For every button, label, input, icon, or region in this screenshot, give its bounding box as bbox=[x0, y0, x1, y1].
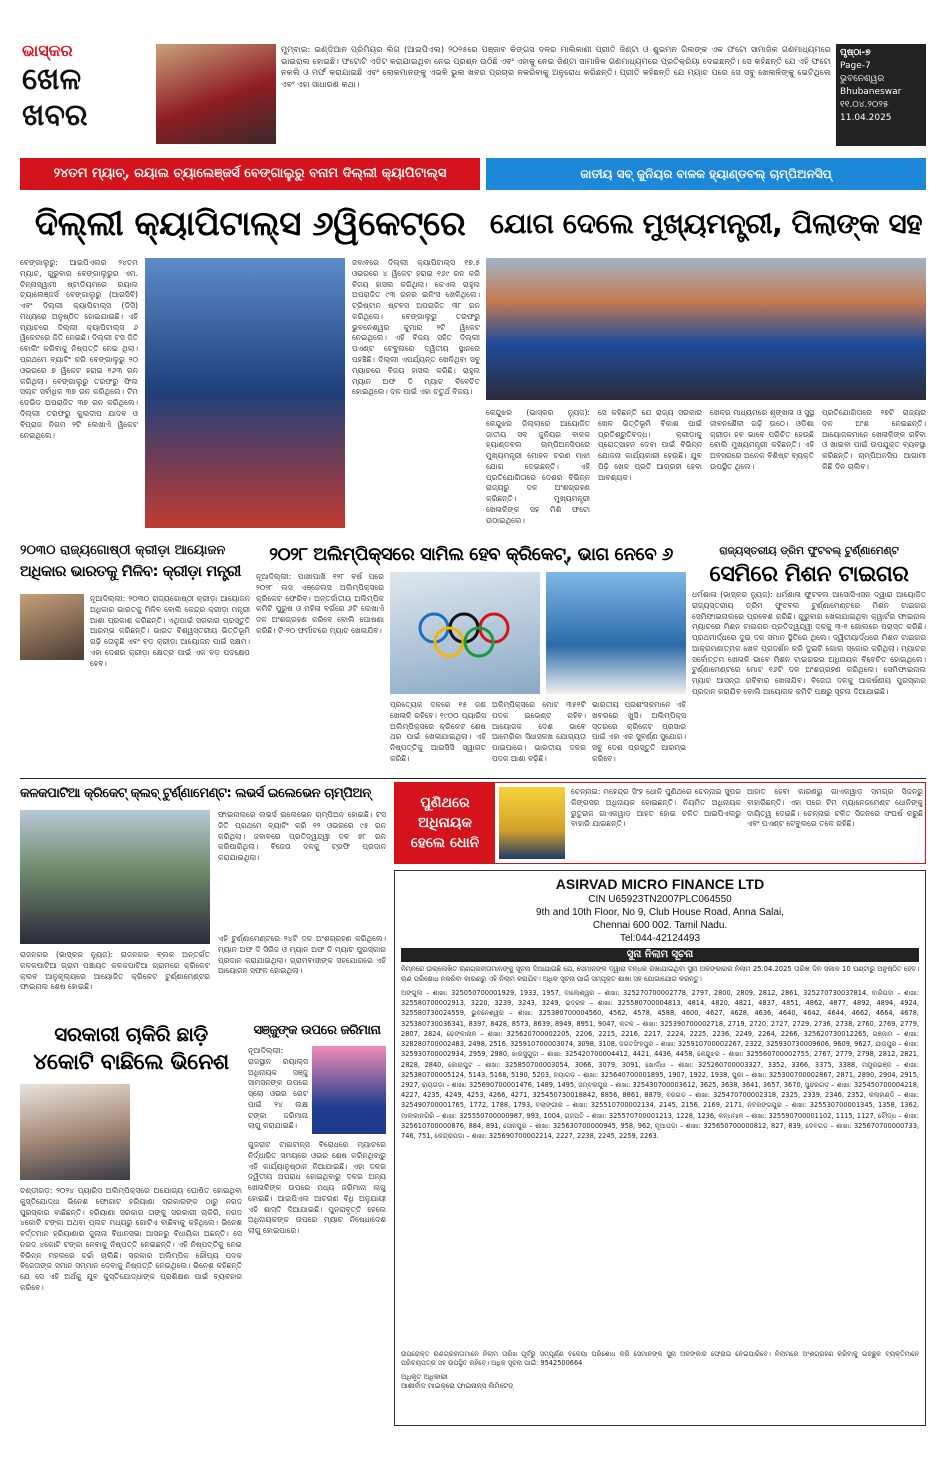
dhoni-story bbox=[394, 782, 926, 864]
dhoni-text-col1: ଚେନ୍ନାଇ: ମହେନ୍ଦ୍ର ସିଂହ ଧୋନି ପୁଣିଥରେ ଚେନ୍ନାଇ ସୁପର କିଙ୍ଗସର ଅଧିନାୟକ ହୋଇଛନ୍ତି। ନିୟମିତ ଅଧିନାୟକ ରୁତୁରାଜ ଗାଏକୱାଡ଼ ଆହତ ହୋଇ ଚଳିତ ଆଇପିଏଲରୁ ବାହାରି ଯାଇଛନ୍ତି। bbox=[571, 787, 741, 829]
masthead bbox=[0, 0, 945, 152]
dc-kicker bbox=[20, 158, 480, 190]
notice-tel: Tel:044-42124493 bbox=[619, 933, 701, 944]
football-text: ଧର୍ମଶାଳା (ଭାସ୍କର ନ୍ୟୁଜ): ଧର୍ମଶାଳା ଫୁଟବଲ ଆସୋସିଏସନ ଦ୍ୱାରା ଆୟୋଜିତ ରାଜ୍ୟସ୍ତରୀୟ ଡ୍ରିମ ଫୁଟବଲ ଟୁର୍ଣ୍ଣାମେଣ୍ଟରେ ମିଶନ ଟାଇଗର ସେମିଫାଇନାଲରେ ପ୍ରବେଶ କରିଛି। ଗୁରୁବାର ଖେଳାଯାଇଥିବା କ୍ୱାର୍ଟର ଫାଇନାଲ ମ୍ୟାଚରେ ମିଶନ ଟାଇଗର ପ୍ରତିଦ୍ୱନ୍ଦ୍ୱୀ ଦଳକୁ ୩-୧ ଗୋଲରେ ପରାସ୍ତ କରିଛି। ପ୍ରଥମାର୍ଦ୍ଧରେ ଦୁଇ ଦଳ ସମାନ ସ୍ଥିତିରେ ଥିଲେ। ଦ୍ୱିତୀୟାର୍ଦ୍ଧରେ ମିଶନ ଟାଇଗର ଆକ୍ରମଣାତ୍ମକ ଖେଳ ପ୍ରଦର୍ଶନ କରି ଦୁଇଟି ଗୋଲ ସ୍କୋର କରିଥିଲା। ମ୍ୟାଚର ସର୍ବୋତ୍ତମ ଖେଳାଳି ଭାବେ ମିଶନ ଟାଇଗରର ଅଧିନାୟକ ବିବେଚିତ ହୋଇଥିଲେ। ଟୁର୍ଣ୍ଣାମେଣ୍ଟରେ ମୋଟ ୧୬ଟି ଦଳ ଅଂଶଗ୍ରହଣ କରିଥିଲେ। ସେମିଫାଇନାଲ ମ୍ୟାଚ ଆସନ୍ତା ରବିବାର ଖେଳାଯିବ। ବିଜେତା ଦଳକୁ ଆକର୍ଷଣୀୟ ପୁରସ୍କାର ପ୍ରଦାନ କରାଯିବ ବୋଲି ଆୟୋଜକ କମିଟି ପକ୍ଷରୁ ସୂଚନା ଦିଆଯାଇଛି। bbox=[692, 590, 926, 697]
olympics-text-col1: ନୂଆଦିଲ୍ଲୀ: ପାଖାପାଖି ୧୨୮ ବର୍ଷ ପରେ ୨୦୨୮ ଲସ ଏଞ୍ଜେଲସ ଅଲିମ୍ପିକ୍ସରେ କ୍ରିକେଟ ଫେରିବ। ଅନ୍ତର୍ଜାତୀୟ ଅଲିମ୍ପିକ କମିଟି ପୁରୁଷ ଓ ମହିଳା ବର୍ଗରେ ୬ଟି ଲେଖାଏଁ ଦଳ ଅଂଶଗ୍ରହଣ କରିବେ ବୋଲି ଘୋଷଣା କରିଛି। ଟି-୨୦ ଫର୍ମାଟରେ ମ୍ୟାଚ ଖେଳାଯିବ। bbox=[256, 572, 384, 635]
brand-logo bbox=[22, 40, 148, 140]
club-team-photo bbox=[20, 810, 210, 944]
cm-text-col3: ଖେଳର ମାଧ୍ୟମରେ ଶୃଙ୍ଖଳା ଓ ସୁସ୍ଥ ଜୀବନଶୈଳୀ ଗଢ଼ି ଉଠେ। ଓଡ଼ିଶା କ୍ରୀଡ଼ା ହବ ଭାବେ ପରିଚିତ ହେଉଛି ବୋଲି ମୁଖ୍ୟମନ୍ତ୍ରୀ କହିଛନ୍ତି। ଏହି ଅବସରରେ ଅନେକ ବିଶିଷ୍ଟ ବ୍ୟକ୍ତି ଉପସ୍ଥିତ ଥିଲେ। bbox=[710, 408, 814, 471]
notice-title: ସୁନା ନିଲାମ ସୂଚନା bbox=[401, 948, 919, 962]
notice-cin: CIN U65923TN2007PLC064550 bbox=[588, 894, 732, 905]
vinesh-headline-1: ସରକାରୀ ଚାକିରି ଛାଡ଼ି bbox=[54, 1022, 208, 1046]
dc-text-col1: ବେଙ୍ଗାଲୁରୁ: ଆଇପିଏଲର ୨୪ତମ ମ୍ୟାଚ, ଗୁରୁବାର ବେଙ୍ଗାଲୁରୁର ଏମ. ଚିନ୍ନାସ୍ୱାମୀ ଷ୍ଟାଡିୟମରେ ରୟାଲ ଚ୍ୟାଲେଞ୍ଜର୍ସ ବେଙ୍ଗାଲୁରୁ (ଆରସିବି) ଏବଂ ଦିଲ୍ଲୀ କ୍ୟାପିଟାଲ୍ସ (ଡିସି) ମଧ୍ୟରେ ଅନୁଷ୍ଠିତ ହୋଇଯାଇଛି। ଏହି ମ୍ୟାଚରେ ଦିଲ୍ଲୀ କ୍ୟାପିଟାଲ୍ସ ୬ ୱିକେଟରେ ଜିତି ନେଇଛି। ଦିଲ୍ଲୀ ଟସ ଜିତି ବୋଲିଂ କରିବାକୁ ନିଷ୍ପତ୍ତି ନେଇ ଥିଲା। ପ୍ରଥମେ ବ୍ୟାଟିଂ କରି ବେଙ୍ଗାଲୁରୁ ୨୦ ଓଭରରେ ୭ ୱିକେଟ ହରାଇ ୧୬୩ ରନ କରିଥିଲା। ବେଙ୍ଗାଲୁରୁ ତରଫରୁ ଫିଲ ସଲ୍ଟ ସର୍ବାଧିକ ୩୭ ରନ କରିଥିଲେ। ଟିମ ଡେଭିଡ ଅପରାଜିତ ୩୭ ରନ କରିଥିଲେ। ଦିଲ୍ଲୀ ତରଫରୁ କୁଲଦୀପ ଯାଦବ ଓ ବିପ୍ରାଜ ନିଗମ ୨ଟି ଲେଖାଏଁ ୱିକେଟ ନେଇଥିଲେ। bbox=[20, 258, 138, 440]
date-or: ୧୧.୦୪.୨୦୨୫ bbox=[840, 100, 889, 110]
date-en: 11.04.2025 bbox=[840, 113, 892, 123]
club-headline: କଳକପାଟିଆ କ୍ରିକେଟ୍‌ କ୍ଲବ୍‌ ଟୁର୍ଣ୍ଣାମେଣ୍ଟ: ଲଭର୍ସ ଇଲେଭେନ ଚାମ୍ପିଅନ୍‌ bbox=[20, 786, 371, 801]
vinesh-headline-2: ୪କୋଟି ବାଛିଲେ ଭିନେଶ bbox=[33, 1050, 229, 1075]
dhoni-photo bbox=[499, 787, 565, 859]
vinesh-text: ଚଣ୍ଡୀଗଡ଼: ୨୦୨୪ ପ୍ୟାରିସ ଅଲିମ୍ପିକ୍ସରେ ଅଯୋଗ୍ୟ ଘୋଷିତ ହୋଇଥିବା କୁସ୍ତିଯୋଦ୍ଧା ଭିନେଶ ଫୋଗାଟ ହରିୟାଣା ସରକାରଙ୍କ ଠାରୁ ନଗଦ ପୁରସ୍କାର ବାଛିଛନ୍ତି। ହରିୟାଣା ସରକାର ତାଙ୍କୁ ସରକାରୀ ଚାକିରି, ନଗଦ ୪କୋଟି ଟଙ୍କା ଅଥବା ପ୍ଲଟ ମଧ୍ୟରୁ ଗୋଟିଏ ବାଛିବାକୁ କହିଥିଲେ। ଭିନେଶ ବର୍ତ୍ତମାନ ହରିୟାଣାର ଜୁଲାନା ବିଧାନସଭା ଆସନରୁ ବିଧାୟିକା ଅଛନ୍ତି। ସେ ନଗଦ ୪କୋଟି ଟଙ୍କା ନେବାକୁ ନିଷ୍ପତ୍ତି ନେଇଛନ୍ତି। ଏହି ନିଷ୍ପତ୍ତିକୁ ନେଇ ବିଭିନ୍ନ ମହଲରେ ଚର୍ଚ୍ଚା ଚାଲିଛି। ସରକାର ଅଲିମ୍ପିକ ରୌପ୍ୟ ପଦକ ବିଜେତାଙ୍କ ସମାନ ସମ୍ମାନ ଦେବାକୁ ନିଷ୍ପତ୍ତି ନେଇଥିଲେ। ଭିନେଶ କହିଛନ୍ତି ଯେ ସେ ଏହି ଅର୍ଥକୁ ଯୁବ କୁସ୍ତିଯୋଦ୍ଧାଙ୍କ ପ୍ରଶିକ୍ଷଣ ପାଇଁ ବ୍ୟବହାର କରିବେ। bbox=[20, 1186, 242, 1293]
auction-notice bbox=[394, 870, 926, 1426]
notice-signoff-2: ଆଶୀର୍ବାଦ ମାଇକ୍ରୋ ଫାଇନାନ୍ସ ଲିମିଟେଡ୍‌ bbox=[401, 1382, 514, 1391]
olympic-flag-photo bbox=[390, 572, 540, 694]
cm-text-col2: ସେ କହିଛନ୍ତି ଯେ ରାଜ୍ୟ ସରକାର ଖେଳ ଭିତ୍ତିଭୂମି ବିକାଶ ପାଇଁ ପ୍ରତିଶ୍ରୁତିବଦ୍ଧ। କ୍ରୀଡ଼ାକୁ ପ୍ରୋତ୍ସାହନ ଦେବା ପାଇଁ ବିଭିନ୍ନ ଯୋଜନା କାର୍ଯ୍ୟକାରୀ ହେଉଛି। ଯୁବ ପିଢ଼ି ଖେଳ ପ୍ରତି ଆଗ୍ରହୀ ହେବା ଆବଶ୍ୟକ। bbox=[598, 408, 702, 482]
football-kicker: ରାଜ୍ୟସ୍ତରୀୟ ଡ୍ରିମ ଫୁଟବଲ୍‌ ଟୁର୍ଣ୍ଣାମେଣ୍ଟ bbox=[719, 545, 899, 557]
samson-photo bbox=[312, 1046, 386, 1134]
samson-headline: ସଞ୍ଜୁଙ୍କ ଉପରେ ଜରିମାନା bbox=[253, 1023, 381, 1038]
sports-minister-photo bbox=[20, 594, 84, 660]
vinesh-story bbox=[20, 1020, 242, 1436]
cm-story bbox=[486, 158, 926, 538]
cm-headline: ଯୋଗ ଦେଲେ ମୁଖ୍ୟମନ୍ତ୍ରୀ, ପିଲାଙ୍କ ସହ bbox=[489, 207, 923, 240]
club-text-col1: ରାଜନଗର (ଭାସ୍କର ନ୍ୟୁଜ): ରାଜନଗର ବ୍ଲକ ଅନ୍ତର୍ଗତ କଳକପାଟିଆ ଗ୍ରାମ ପଞ୍ଚାୟତ କଳକପାଟିଆ ଗ୍ରାମରେ କ୍ରିକେଟ କ୍ଲବ ଆନୁକୂଲ୍ୟରେ ଆୟୋଜିତ କ୍ରିକେଟ ଟୁର୍ଣ୍ଣାମେଣ୍ଟର ଫାଇନାଲ ଶେଷ ହୋଇଛି। bbox=[20, 950, 210, 992]
olympics-text-col4: ଭାରତୀୟ ପ୍ରଶଂସକମାନେ ଏହି ଖବରରେ ଖୁସି। ଅଲିମ୍ପିକ୍ସ ସ୍ତରରେ କ୍ରିକେଟ ପ୍ରସାର ପାଇଁ ଏହା ଏକ ସୁବର୍ଣ୍ଣ ସୁଯୋଗ। ସବୁ ଦେଶ ପ୍ରସ୍ତୁତି ଆରମ୍ଭ କରିବେ। bbox=[592, 700, 686, 763]
olympics-story bbox=[256, 542, 686, 774]
cm-text-col4: ପ୍ରତିଯୋଗିତାରେ ୨୭ଟି ରାଜ୍ୟର ଦଳ ଅଂଶ ନେଇଛନ୍ତି। ଆୟୋଜକମାନେ ଖେଳାଳିଙ୍କ ରହିବା ଓ ଖାଇବା ପାଇଁ ଉପଯୁକ୍ତ ବ୍ୟବସ୍ଥା କରିଛନ୍ତି। ଚାମ୍ପିଅନସିପ ଆଗାମୀ କିଛି ଦିନ ଚାଲିବ। bbox=[822, 408, 926, 471]
city-en: Bhubaneswar bbox=[840, 87, 902, 97]
vinesh-photo bbox=[20, 1084, 130, 1180]
city-or: ଭୁବନେଶ୍ୱର bbox=[840, 74, 885, 84]
cm-kicker bbox=[486, 158, 926, 190]
samson-text-col2: ଗୁଜରାଟ ଟାଇଟାନ୍ସ ବିରୋଧରେ ମ୍ୟାଚରେ ନିର୍ଦ୍ଧାରିତ ସମୟରେ ଓଭର ଶେଷ କରିନଥିବାରୁ ଏହି କାର୍ଯ୍ୟାନୁଷ୍ଠାନ ନିଆଯାଇଛି। ଏହା ଦଳର ଦ୍ୱିତୀୟ ଅପରାଧ ହୋଇଥିବାରୁ ଦଳର ଅନ୍ୟ ଖେଳାଳିଙ୍କ ଉପରେ ମଧ୍ୟ ଜରିମାନା ଲାଗୁ ହୋଇଛି। ଆଇପିଏଲ ଆଚରଣ ବିଧି ଅନୁଯାୟୀ ଏହି ଶାସ୍ତି ଦିଆଯାଇଛି। ପୁନରାବୃତ୍ତି ହେଲେ ଅଧିନାୟକଙ୍କ ଉପରେ ମ୍ୟାଚ ନିଷେଧାଦେଶ ଲାଗୁ ହୋଇପାରେ। bbox=[248, 1140, 386, 1236]
notice-company: ASIRVAD MICRO FINANCE LTD bbox=[555, 876, 765, 892]
dc-headline: ଦିଲ୍ଲୀ କ୍ୟାପିଟାଲ୍ସ ୬ୱିକେଟ୍‌ରେ bbox=[34, 204, 466, 244]
page-number-or: ପୃଷ୍ଠା-୭ bbox=[840, 48, 871, 58]
olympics-headline: ୨୦୨୮ ଅଲିମ୍ପିକ୍ସରେ ସାମିଲ ହେବ କ୍ରିକେଟ୍‌, ଭାଗ ନେବେ ୬ bbox=[269, 544, 673, 565]
top-story-text: ମୁମ୍ବାଇ: ଇଣ୍ଡିଆନ ପ୍ରିମିୟର ଲିଗ (ଆଇପିଏଲ) ୨୦୨୫ରେ ପଞ୍ଜାବ କିଙ୍ଗସ ଦଳର ମାଲିକାଣୀ ପ୍ରୀତି ଜିଣ୍ଟା ଓ ଶୁଭମନ ଗିଲଙ୍କ ଏକ ଫଟୋ ସାମାଜିକ ଗଣମାଧ୍ୟମରେ ଭାଇରାଲ ହୋଇଛି। ଫଟୋଟି ଏଡିଟ କରାଯାଇଥିବା ନେଇ ପ୍ରଶ୍ନ ଉଠିଛି ଏବଂ ଏହାକୁ ନେଇ ଜିଣ୍ଟା ସାମାଜିକ ଗଣମାଧ୍ୟମରେ ପ୍ରତିକ୍ରିୟା ଦେଇଛନ୍ତି। ସେ କହିଛନ୍ତି ଯେ ଏହି ଫଟୋ ନକଲି ଓ ମର୍ଫ କରାଯାଇଛି ଏବଂ ଲୋକମାନଙ୍କୁ ଏଭଳି ଭୁଲ ଖବର ପ୍ରଚାର ନକରିବାକୁ ଅନୁରୋଧ କରିଛନ୍ତି। ପ୍ରୀତି କହିଛନ୍ତି ଯେ ମ୍ୟାଚ ପରେ ସେ ସବୁ ଖେଳାଳିଙ୍କୁ ଭେଟିଥିଲେ ଏବଂ ଏହା ସାଧାରଣ କଥା। bbox=[281, 44, 831, 89]
gill-zinta-photo bbox=[156, 44, 276, 144]
club-text-col3: ଏହି ଟୁର୍ଣ୍ଣାମେଣ୍ଟରେ ୨୪ଟି ଦଳ ଅଂଶଗ୍ରହଣ କରିଥିଲେ। ମ୍ୟାନ ଅଫ ଦି ସିରିଜ ଓ ମ୍ୟାନ ଅଫ ଦି ମ୍ୟାଚ ପୁରସ୍କାର ପ୍ରଦାନ କରାଯାଇଥିଲା। ଗ୍ରାମବାସୀଙ୍କ ସହଯୋଗରେ ଏହି ଆୟୋଜନ ସଫଳ ହୋଇଥିଲା। bbox=[218, 934, 386, 976]
page-number-en: Page-7 bbox=[840, 61, 871, 71]
cm-text-col1: କେନ୍ଦୁଝର (ଭାସ୍କର ନ୍ୟୁଜ): କେନ୍ଦୁଝର ଜିଲ୍ଲାରେ ଆୟୋଜିତ ଜାତୀୟ ସବ ଜୁନିୟର ବାଳକ ହ୍ୟାଣ୍ଡବଲ ଚାମ୍ପିଅନସିପରେ ମୁଖ୍ୟମନ୍ତ୍ରୀ ମୋହନ ଚରଣ ମାଝୀ ଯୋଗ ଦେଇଛନ୍ତି। ଏହି ପ୍ରତିଯୋଗିତାରେ ଦେଶର ବିଭିନ୍ନ ରାଜ୍ୟରୁ ଦଳ ଅଂଶଗ୍ରହଣ କରିଛନ୍ତି। ମୁଖ୍ୟମନ୍ତ୍ରୀ ଖେଳାଳିଙ୍କ ସହ ମିଶି ଫଟୋ ଉଠାଇଥିଲେ। bbox=[486, 408, 590, 525]
olympic-rings-icon bbox=[390, 572, 540, 694]
divider bbox=[20, 778, 926, 779]
samson-text-col1: ନୂଆଦିଲ୍ଲୀ: ରାଜସ୍ଥାନ ରୟାଲ୍ସ ଅଧିନାୟକ ସଞ୍ଜୁ ସାମସନଙ୍କ ଉପରେ ସ୍ଲୋ ଓଭର ରେଟ ପାଇଁ ୨୪ ଲକ୍ଷ ଟଙ୍କା ଜରିମାନା ଲାଗୁ କରାଯାଇଛି। bbox=[248, 1046, 308, 1131]
cricketer-photo bbox=[546, 572, 686, 694]
cwg-headline: ଅଧିକାର ଭାରତକୁ ମିଳିବ: କ୍ରୀଡ଼ା ମନ୍ତ୍ରୀ bbox=[20, 562, 241, 580]
cwg-text: ନୂଆଦିଲ୍ଲୀ: ୨୦୩୦ ରାଜ୍ୟଗୋଷ୍ଠୀ କ୍ରୀଡ଼ା ଆୟୋଜନ ଅଧିକାର ଭାରତକୁ ମିଳିବ ବୋଲି କେନ୍ଦ୍ର କ୍ରୀଡ଼ା ମନ୍ତ୍ରୀ ଆଶା ପ୍ରକାଶ କରିଛନ୍ତି। ଏଥିପାଇଁ ସରକାର ପ୍ରସ୍ତୁତି ଆରମ୍ଭ କରିଛନ୍ତି। ଭାରତ ବିଶ୍ୱସ୍ତରୀୟ ଭିତ୍ତିଭୂମି ଗଢ଼ି ତୋଳୁଛି ଏବଂ ବଡ଼ କ୍ରୀଡ଼ା ଆୟୋଜନ ପାଇଁ ସକ୍ଷମ। ଏହା ଦେଶର କ୍ରୀଡ଼ା କ୍ଷେତ୍ର ପାଇଁ ଏକ ବଡ଼ ପଦକ୍ଷେପ ହେବ। bbox=[90, 594, 250, 668]
samson-story bbox=[248, 1020, 386, 1436]
cwg-side-story bbox=[20, 542, 250, 774]
cm-group-photo bbox=[486, 258, 926, 400]
brand-tagline: ଖେଳ ଖବର bbox=[22, 61, 88, 133]
notice-signoff: ଅଧିକୃତ ଅଧିକାରୀ bbox=[401, 1372, 448, 1381]
dc-kicker-text: ୨୪ତମ ମ୍ୟାଚ୍‌, ରୟାଲ ଚ୍ୟାଲେଞ୍ଜର୍ସ ବେଙ୍ଗାଲୁରୁ ବନାମ ଦିଲ୍ଲୀ କ୍ୟାପିଟାଲ୍ସ bbox=[53, 166, 447, 182]
club-story bbox=[20, 782, 386, 1014]
football-story bbox=[692, 542, 926, 774]
dc-story bbox=[20, 158, 480, 538]
notice-address-1: 9th and 10th Floor, No 9, Club House Road, Anna Salai, bbox=[536, 907, 784, 918]
dc-text-col2: ଜବାବରେ ଦିଲ୍ଲୀ କ୍ୟାପିଟାଲ୍ସ ୧୭.୫ ଓଭରରେ ୪ ୱିକେଟ ହରାଇ ୧୬୯ ରନ କରି ବିଜୟ ହାସଲ କରିଥିଲା। କେଏଲ ରାହୁଲ ଅପରାଜିତ ୯୩ ରନର ଇନିଂସ ଖେଳିଥିଲେ। ଟ୍ରିଷ୍ଟାନ ଷ୍ଟବସ ଅପରାଜିତ ୩୮ ରନ କରିଥିଲେ। ବେଙ୍ଗାଲୁରୁ ତରଫରୁ ଭୁବନେଶ୍ୱର କୁମାର ୨ଟି ୱିକେଟ ନେଇଥିଲେ। ଏହି ବିଜୟ ସହିତ ଦିଲ୍ଲୀ ପଏଣ୍ଟ ଟେବୁଲରେ ଦ୍ୱିତୀୟ ସ୍ଥାନରେ ପହଞ୍ଚିଛି। ଦିଲ୍ଲୀ ଏପର୍ଯ୍ୟନ୍ତ ଖେଳିଥିବା ସବୁ ମ୍ୟାଚରେ ବିଜୟ ହାସଲ କରିଛି। ରାହୁଲ ମ୍ୟାନ ଅଫ ଦି ମ୍ୟାଚ ବିବେଚିତ ହୋଇଥିଲେ। ଦଳ ପାଇଁ ଏହା ଚତୁର୍ଥ ବିଜୟ। bbox=[352, 258, 480, 397]
brand-name: ଭାସ୍କର bbox=[22, 41, 73, 60]
notice-address-2: Chennai 600 002. Tamil Nadu. bbox=[592, 920, 728, 931]
olympics-text-col2: ପ୍ରତ୍ୟେକ ଦଳରେ ୧୫ ଜଣ ଖେଳାଳି ରହିବେ। ୧୯୦୦ ପ୍ୟାରିସ ଅଲିମ୍ପିକ୍ସରେ କ୍ରିକେଟ ଶେଷ ଥର ପାଇଁ ଖେଳାଯାଇଥିଲା। ଏହି ନିଷ୍ପତ୍ତିକୁ ଆଇସିସି ସ୍ୱାଗତ କରିଛି। bbox=[390, 700, 486, 763]
dhoni-text-col2: ଆହାତ ହେବା କାରଣରୁ ଗାଏକୱାଡ଼ ସମଗ୍ର ସିଜନରୁ ବାହାରିଛନ୍ତି। ଏହା ପରେ ଟିମ ମ୍ୟାନେଜମେଣ୍ଟ ଧୋନିଙ୍କୁ ଦାୟିତ୍ୱ ଦେଇଛି। ଚେନ୍ନାଇ ଚଳିତ ସିଜନରେ ସଂଘର୍ଷ କରୁଛି ଏବଂ ପଏଣ୍ଟ ଟେବୁଲରେ ତଳେ ରହିଛି। bbox=[747, 787, 923, 829]
dhoni-headline-box bbox=[395, 783, 495, 863]
club-text-col2: ଫାଇନାଲରେ ଲଭର୍ସ ଇଲେଭେନ ଚାମ୍ପିଅନ ହୋଇଛି। ଟସ ଜିତି ପ୍ରଥମେ ବ୍ୟାଟିଂ କରି ୧୨ ଓଭରରେ ୯୫ ରନ କରିଥିଲା। ଜବାବରେ ପ୍ରତିଦ୍ୱନ୍ଦ୍ୱୀ ଦଳ ୭୮ ରନ କରିପାରିଥିଲା। ବିଜେତା ଦଳକୁ ଟ୍ରଫି ପ୍ରଦାନ କରାଯାଇଥିଲା। bbox=[218, 810, 386, 863]
rahul-photo bbox=[145, 258, 345, 528]
cm-kicker-text: ଜାତୀୟ ସବ୍‌ ଜୁନିୟର ବାଳକ ହ୍ୟାଣ୍ଡବଲ୍‌ ଚାମ୍ପିଅନସିପ୍‌ bbox=[580, 166, 832, 181]
notice-footer: ଉପରୋକ୍ତ ଋଣଗ୍ରହୀତାମାନେ ନିଲାମ ତାରିଖ ପୂର୍ବରୁ ସମ୍ପୂର୍ଣ୍ଣ ବକେୟା ପରିଶୋଧ କରି ସେମାନଙ୍କ ସୁନା ଅଳଙ୍କାର ଫେରାଇ ନେଇପାରିବେ। ନିଲାମରେ ଅଂଶଗ୍ରହଣ କରିବାକୁ ଇଚ୍ଛୁକ ବ୍ୟକ୍ତିମାନେ ପରିଚୟପତ୍ର ସହ ଉପସ୍ଥିତ ରହିବେ। ଅଧିକ ସୂଚନା ପାଇଁ: 9542500664 bbox=[401, 1350, 919, 1368]
notice-accounts: ଅଙ୍ଗୁଲ – ଶାଖା: 325050700001929, 1933, 1957, ବାଲେଶ୍ୱର – ଶାଖା: 325270700002778, 2797, 2800, 2809, 2812, 2861, 325270730037814, ବାରିପଦା – ଶାଖା: 325580700002913, 3220, 3239, 3243, 3249, ଭଦ୍ରକ – ଶାଖା: 325580700004813, 4814, 4820, 4821, 4837, 4851, 4862, 4877, 4892, 4894, 4924, 325580730024559, ଭୁବନେଶ୍ୱର – ଶାଖା: 325380700004560, 4562, 4578, 4588, 4600, 4627, 4628, 4636, 4640, 4642, 4644, 4662, 4664, 4678, 325380730036341, 8397, 8428, 8573, 8639, 8949, 8951, 9047, କଟକ – ଶାଖା: 325390700002718, 2719, 2720, 2727, 2729, 2736, 2738, 2760, 2769, 2779, 2807, 2824, ଢେଙ୍କାନାଳ – ଶାଖା: 325620700002205, 2206, 2215, 2216, 2217, 2224, 2225, 2236, 2249, 2264, 2266, 325620730012265, ଗଞ୍ଜାମ – ଶାଖା: 328280700002483, 2498, 2516, 325910700003074, 3098, 3108, ଜଗତସିଂହପୁର – ଶାଖା: 325910700002267, 2322, 325930730009606, 9609, 9627, ଯାଜପୁର – ଶାଖା: 325930700002934, 2959, 2980, ଝାରସୁଗୁଡ଼ା – ଶାଖା: 325420700004412, 4421, 4436, 4458, କେନ୍ଦୁଝର – ଶାଖା: 325560700002755, 2767, 2779, 2798, 2812, 2821, 2828, 2840, କୋରାପୁଟ – ଶାଖା: 325850700003054, 3066, 3079, 3091, ଖୋର୍ଦ୍ଧା – ଶାଖା: 325260700003327, 3352, 3366, 3375, 3388, ମୟୂରଭଞ୍ଜ – ଶାଖା: 325380700005124, 5143, 5168, 5190, 5203, ନୟାଗଡ଼ – ଶାଖା: 325640700001895, 1907, 1922, 1938, ପୁରୀ – ଶାଖା: 325300700002867, 2871, 2890, 2904, 2915, 2927, ରାୟଗଡ଼ା – ଶାଖା: 325690700001476, 1489, 1495, ସମ୍ବଲପୁର – ଶାଖା: 325430700003612, 3625, 3638, 3641, 3657, 3670, ସୁନ୍ଦରଗଡ଼ – ଶାଖା: 325450700004218, 4227, 4235, 4249, 4253, 4266, 4271, 325450730018842, 8856, 8861, 8879, ବରଗଡ଼ – ଶାଖା: 325470700002318, 2325, 2339, 2346, 2352, କଳାହାଣ୍ଡି – ଶାଖା: 325490700001765, 1772, 1788, 1793, ବଲାଙ୍ଗୀର – ଶାଖା: 325510700002134, 2145, 2156, 2169, 2171, ନବରଙ୍ଗପୁର – ଶାଖା: 325530700001345, 1358, 1362, ମାଲକାନଗିରି – ଶାଖା: 325550700000987, 993, 1004, ଗଜପତି – ଶାଖା: 325570700001213, 1228, 1236, କନ୍ଧମାଳ – ଶାଖା: 325590700001102, 1115, 1127, ବୌଦ୍ଧ – ଶାଖା: 325610700000876, 884, 891, ସୋନପୁର – ଶାଖା: 325630700000945, 958, 962, ନୂଆପଡ଼ା – ଶାଖା: 325650700000812, 827, 839, ଦେବଗଡ଼ – ଶାଖା: 325670700000733, 746, 751, କେନ୍ଦ୍ରାପଡ଼ା – ଶାଖା: 325690700002214, 2227, 2238, 2245, 2259, 2263. bbox=[401, 989, 919, 1141]
cwg-kicker: ୨୦୩୦ ରାଜ୍ୟଗୋଷ୍ଠୀ କ୍ରୀଡ଼ା ଆୟୋଜନ bbox=[20, 543, 226, 558]
page-info bbox=[836, 44, 926, 146]
olympics-text-col3: ଅଳିମ୍ପିକ୍ସରେ ମୋଟ ୩୫୧ଟି ପଦକ ଇଭେଣ୍ଟ ରହିବ। ଆୟୋଜକ ଦେଶ ଭାବେ ଆମେରିକା ସିଧାସଳଖ ଯୋଗ୍ୟତା ପାଇପାରେ। ଭାରତୀୟ ଦଳର ପଦକ ଆଶା ବଢ଼ିଛି। bbox=[492, 700, 586, 763]
football-headline: ସେମିରେ ମିଶନ ଟାଇଗର bbox=[709, 562, 909, 587]
dhoni-headline: ପୁଣିଥରେ ଅଧିନାୟକ ହେଲେ ଧୋନି bbox=[410, 795, 480, 851]
notice-intro: ନିମ୍ନରେ ଉଲ୍ଲେଖିତ ଋଣଗ୍ରହୀତାମାନଙ୍କୁ ସୂଚନା ଦିଆଯାଉଛି ଯେ, ସେମାନଙ୍କ ଦ୍ୱାରା ବନ୍ଧକ ରଖାଯାଇଥିବା ସୁନା ଅଳଙ୍କାରର ନିଲାମ 25.04.2025 ତାରିଖ ଦିନ ସକାଳ 10 ଘଣ୍ଟାରୁ ଅନୁଷ୍ଠିତ ହେବ। ଋଣ ପରିଶୋଧ ନକରିବା କାରଣରୁ ଏହି ନିଲାମ କରାଯିବ। ଅଧିକ ସୂଚନା ପାଇଁ ସମ୍ପୃକ୍ତ ଶାଖା ସହ ଯୋଗାଯୋଗ କରନ୍ତୁ। bbox=[401, 965, 919, 983]
